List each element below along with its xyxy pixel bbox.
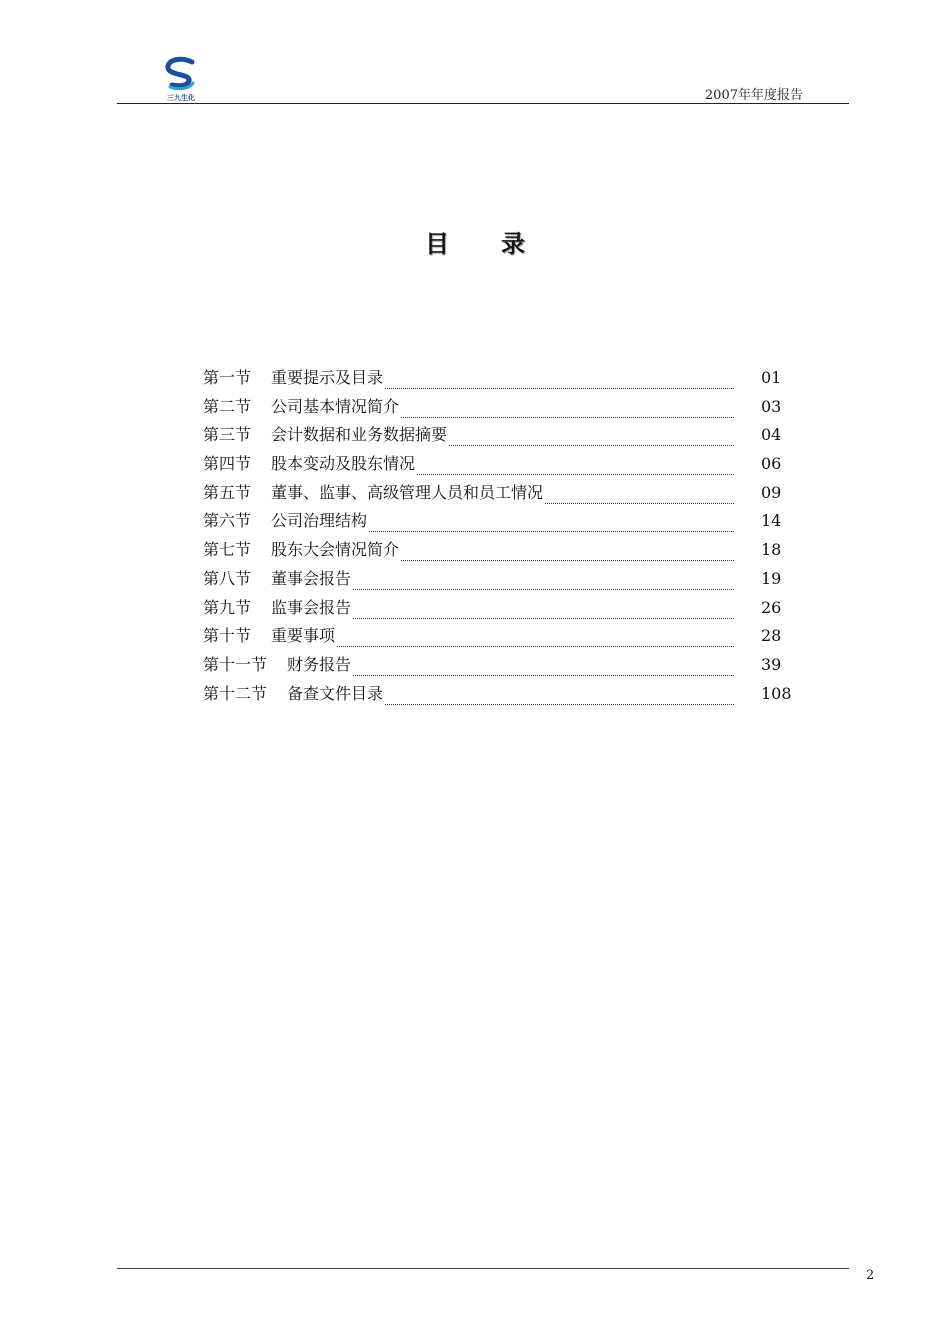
toc-item[interactable] <box>203 680 803 709</box>
toc-section-name: 公司治理结构 <box>271 511 368 531</box>
page-number: 2 <box>866 1268 875 1283</box>
toc-section-number: 第八节 <box>203 568 252 588</box>
toc-page-number: 28 <box>761 626 782 646</box>
toc-item[interactable] <box>203 450 803 479</box>
toc-section-number: 第三节 <box>203 425 252 445</box>
toc-page-number: 39 <box>761 654 782 674</box>
toc-section-name: 会计数据和业务数据摘要 <box>271 425 448 445</box>
toc-page-number: 09 <box>761 482 782 502</box>
toc-page-number: 01 <box>761 368 782 387</box>
toc-item[interactable] <box>203 536 803 565</box>
toc-item[interactable] <box>203 364 803 393</box>
toc-dot-leader <box>449 435 734 446</box>
toc-section-number: 第六节 <box>203 511 252 531</box>
toc-dot-leader <box>545 493 734 504</box>
toc-section-name: 重要提示及目录 <box>271 368 384 387</box>
toc-dot-leader <box>385 378 734 389</box>
toc-dot-leader <box>353 608 734 619</box>
toc-dot-leader <box>401 407 734 418</box>
toc-page-number: 14 <box>761 511 782 531</box>
toc-section-name: 监事会报告 <box>271 597 352 617</box>
table-of-contents <box>203 364 803 708</box>
logo-text: 三九生化 <box>167 94 195 102</box>
toc-page-number: 26 <box>761 597 782 617</box>
toc-section-number: 第十二节 <box>203 683 268 703</box>
toc-section-number: 第二节 <box>203 396 252 416</box>
toc-section-name: 公司基本情况简介 <box>271 396 400 416</box>
toc-item[interactable] <box>203 393 803 422</box>
toc-dot-leader <box>353 579 734 590</box>
toc-page-number: 06 <box>761 454 782 474</box>
s-logo-icon <box>160 56 202 102</box>
header-title: 2007年年度报告 <box>704 88 803 103</box>
toc-page-number: 108 <box>761 683 792 703</box>
toc-page-number: 18 <box>761 540 782 560</box>
toc-section-number: 第五节 <box>203 482 252 502</box>
company-logo <box>160 56 202 102</box>
toc-title: 目录 <box>425 229 577 258</box>
toc-item[interactable] <box>203 479 803 508</box>
header-divider <box>117 103 849 104</box>
toc-dot-leader <box>337 636 734 647</box>
toc-item[interactable] <box>203 421 803 450</box>
toc-section-number: 第十一节 <box>203 654 268 674</box>
toc-page-number: 03 <box>761 396 782 416</box>
toc-section-number: 第九节 <box>203 597 252 617</box>
toc-dot-leader <box>353 665 734 676</box>
toc-page-number: 19 <box>761 568 782 588</box>
toc-section-name: 重要事项 <box>271 626 336 646</box>
toc-page-number: 04 <box>761 425 782 445</box>
toc-dot-leader <box>417 464 734 475</box>
toc-section-number: 第一节 <box>203 368 252 387</box>
toc-item[interactable] <box>203 651 803 680</box>
toc-section-name: 备查文件目录 <box>287 683 384 703</box>
toc-section-name: 股本变动及股东情况 <box>271 454 416 474</box>
toc-item[interactable] <box>203 507 803 536</box>
toc-section-name: 董事、监事、高级管理人员和员工情况 <box>271 482 544 502</box>
toc-section-number: 第十节 <box>203 626 252 646</box>
toc-section-name: 股东大会情况简介 <box>271 540 400 560</box>
footer-divider <box>117 1268 849 1269</box>
toc-section-number: 第七节 <box>203 540 252 560</box>
toc-item[interactable] <box>203 594 803 623</box>
toc-item[interactable] <box>203 622 803 651</box>
toc-dot-leader <box>385 694 734 705</box>
toc-section-number: 第四节 <box>203 454 252 474</box>
toc-section-name: 董事会报告 <box>271 568 352 588</box>
toc-dot-leader <box>401 550 734 561</box>
toc-section-name: 财务报告 <box>287 654 352 674</box>
toc-item[interactable] <box>203 565 803 594</box>
toc-dot-leader <box>369 521 734 532</box>
